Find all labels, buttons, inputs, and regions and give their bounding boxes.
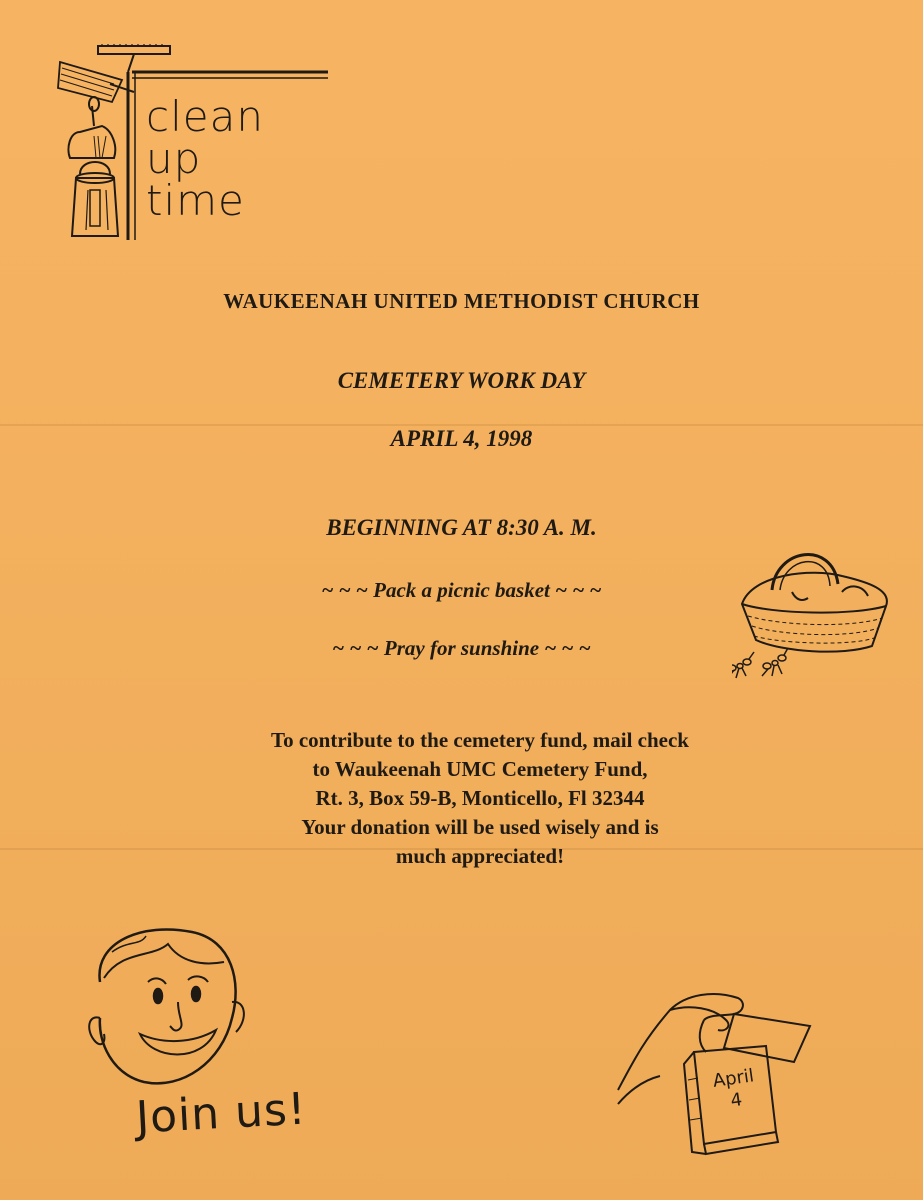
event-date: APRIL 4, 1998 [390,426,533,451]
sunshine-note: ~ ~ ~ Pray for sunshine ~ ~ ~ [332,636,591,660]
join-us-text: Join us! [134,1083,308,1144]
logo-line: clean [146,92,264,141]
fund-line: to Waukeenah UMC Cemetery Fund, [312,757,648,781]
clean-up-time-logo [146,92,264,225]
calendar-day: 4 [729,1089,744,1112]
fund-info [180,726,780,871]
picnic-basket-icon [732,540,912,690]
fund-line: Rt. 3, Box 59-B, Monticello, Fl 32344 [315,786,645,810]
fund-line: Your donation will be used wisely and is [301,815,659,839]
picnic-note: ~ ~ ~ Pack a picnic basket ~ ~ ~ [321,578,602,602]
start-time: BEGINNING AT 8:30 A. M. [326,515,597,540]
fund-line: To contribute to the cemetery fund, mail check [271,728,689,752]
logo-line: up [146,134,202,183]
calendar-month: April [711,1065,756,1092]
smiling-man-icon [82,922,252,1092]
fund-line: much appreciated! [395,844,565,868]
event-title: CEMETERY WORK DAY [337,368,586,393]
logo-line: time [146,176,245,225]
church-name: WAUKEENAH UNITED METHODIST CHURCH [223,289,700,313]
